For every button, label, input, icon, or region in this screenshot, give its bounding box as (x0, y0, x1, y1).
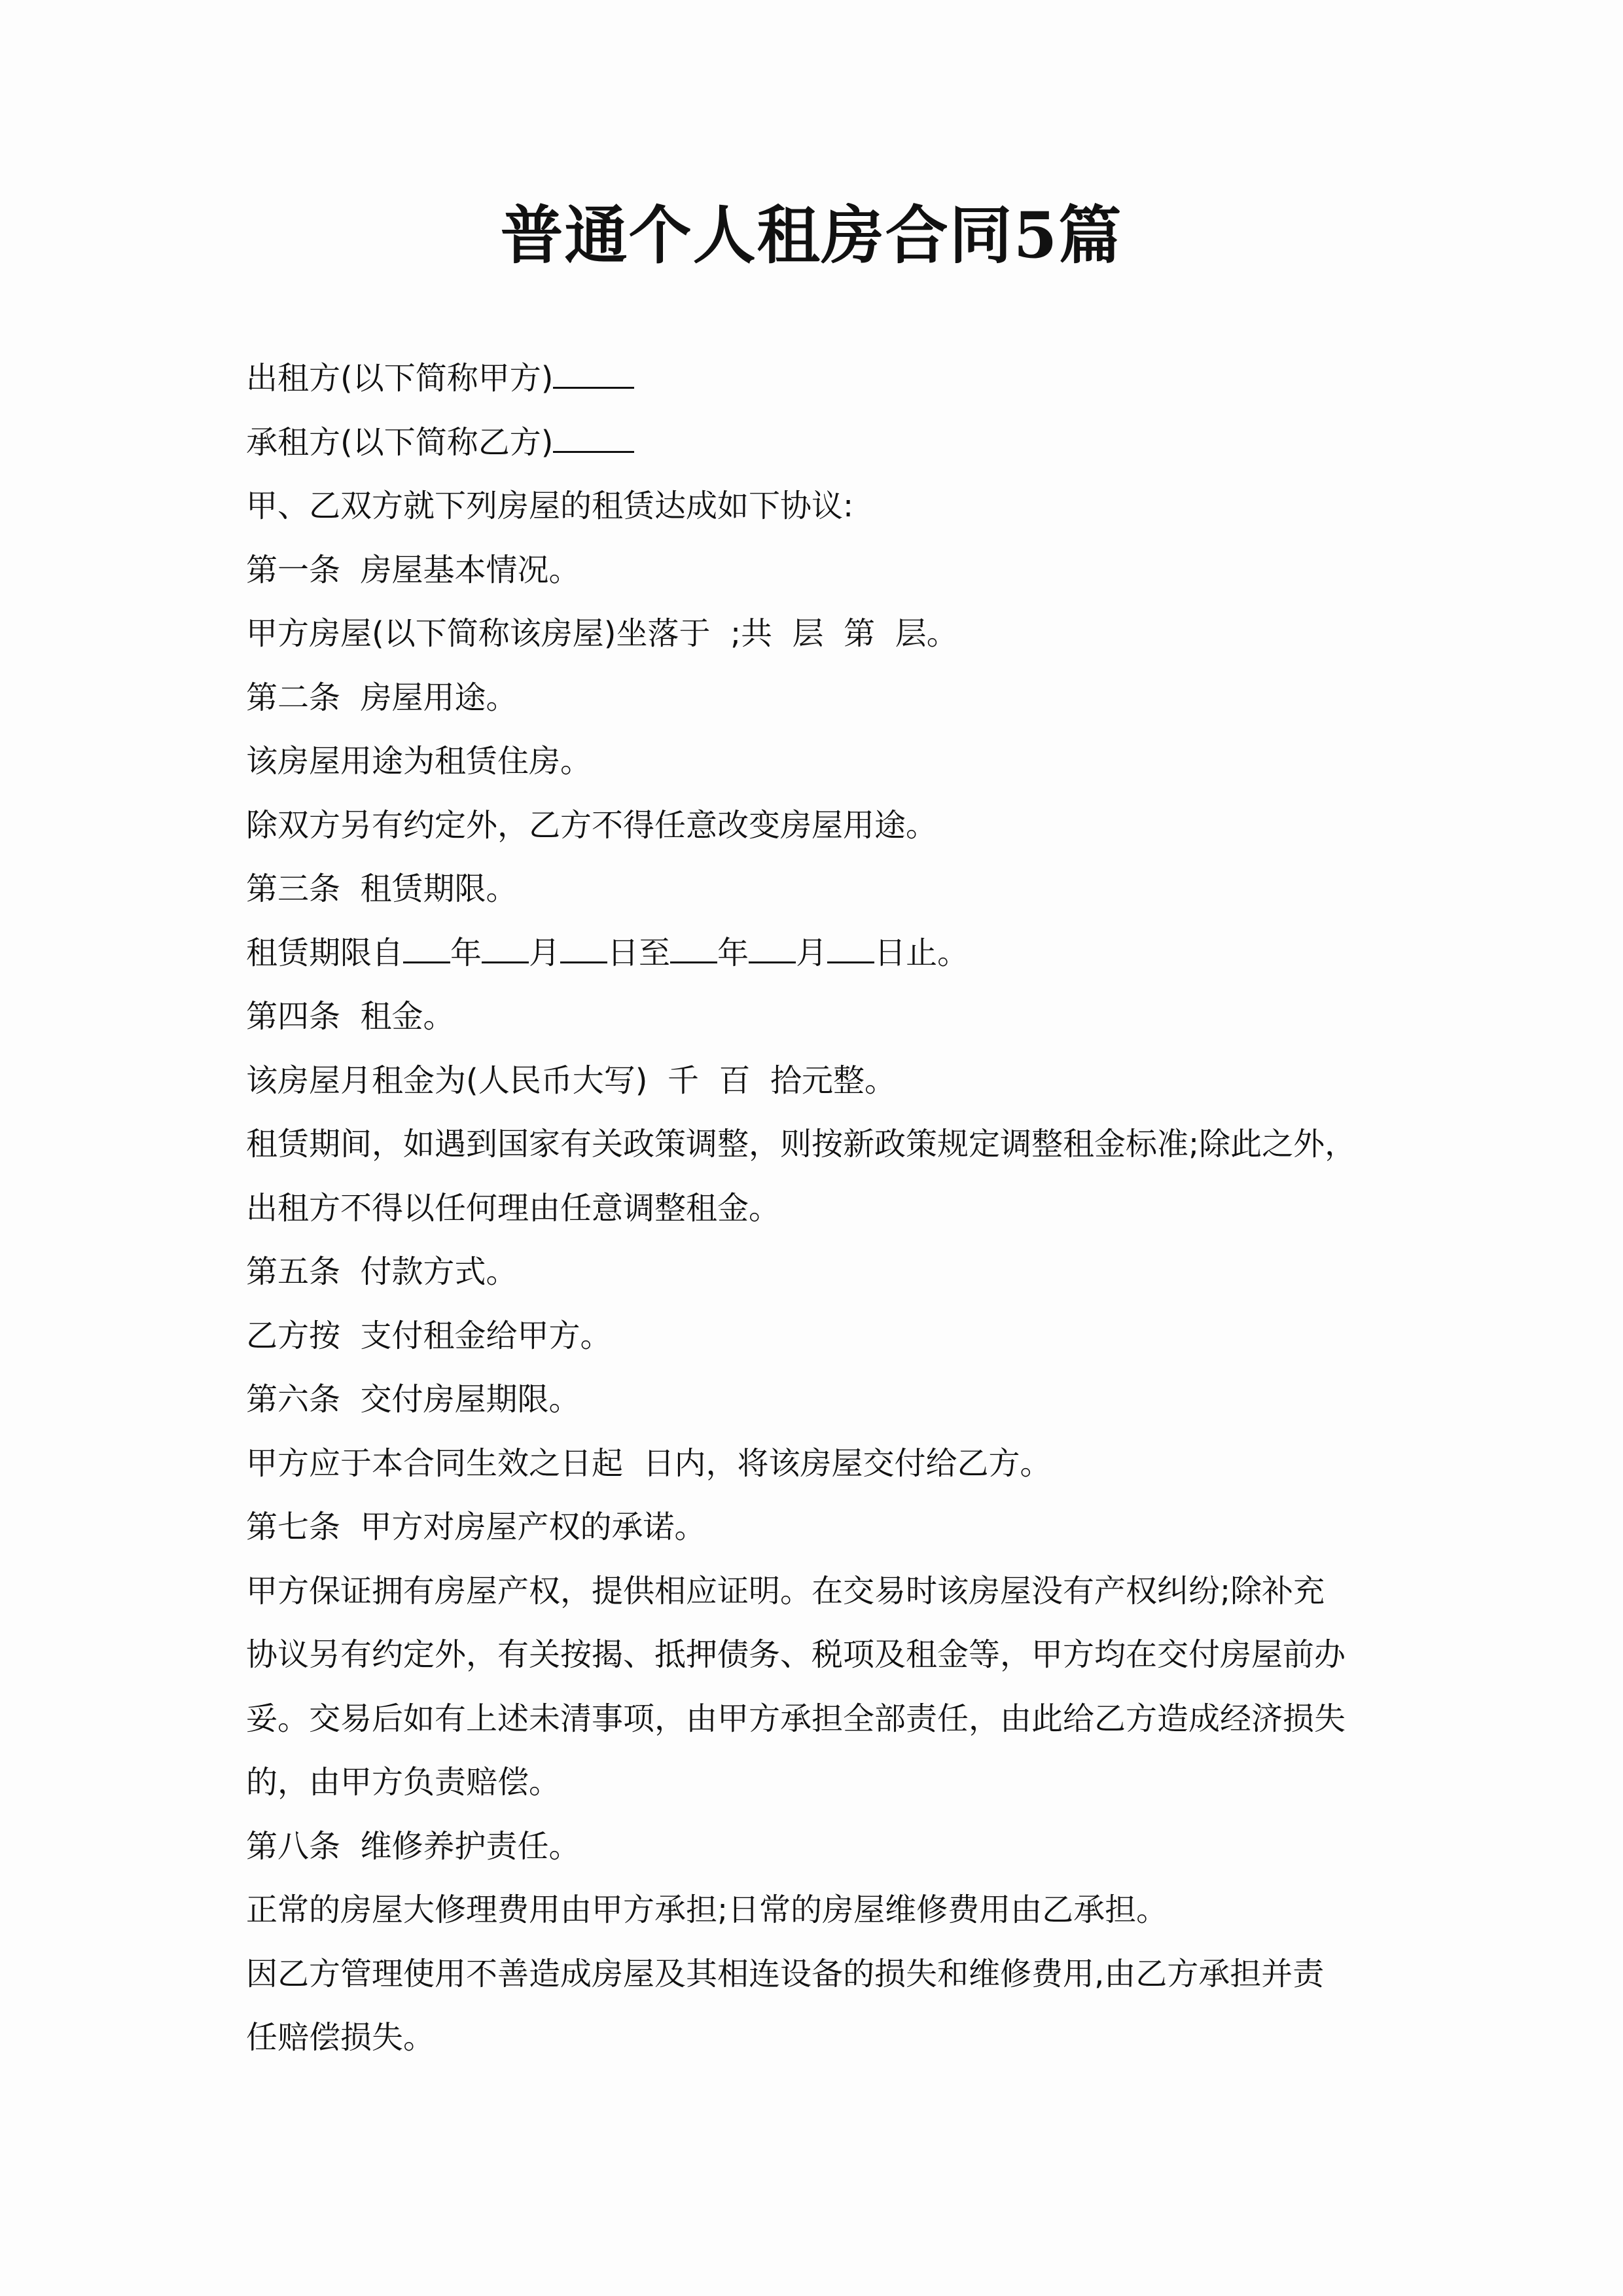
article-7-text-2: 协议另有约定外，有关按揭、抵押债务、税项及租金等，甲方均在交付房屋前办 (246, 1636, 1346, 1673)
start-month-blank (482, 935, 529, 963)
article-8-heading: 第八条 维修养护责任。 (246, 1827, 580, 1865)
article-1-text: 甲方房屋(以下简称该房屋)坐落于 ;共 层 第 层。 (246, 615, 958, 652)
article-2-text-1: 该房屋用途为租赁住房。 (246, 743, 592, 780)
article-7-text-1: 甲方保证拥有房屋产权，提供相应证明。在交易时该房屋没有产权纠纷;除补充 (246, 1572, 1325, 1609)
article-7-text-4: 的，由甲方负责赔偿。 (246, 1764, 561, 1801)
article-8-text-3: 任赔偿损失。 (246, 2019, 435, 2056)
article-5-heading: 第五条 付款方式。 (246, 1253, 518, 1290)
article-8-text-1: 正常的房屋大修理费用由甲方承担;日常的房屋维修费用由乙承担。 (246, 1892, 1168, 1928)
agreement-intro: 甲、乙双方就下列房屋的租赁达成如下协议: (246, 488, 854, 524)
article-7-heading: 第七条 甲方对房屋产权的承诺。 (246, 1509, 706, 1545)
lessor-line (246, 347, 1411, 411)
article-4-text-3: 出租方不得以任何理由任意调整租金。 (246, 1189, 781, 1227)
lessee-line (246, 411, 1411, 475)
article-5-text: 乙方按 支付租金给甲方。 (246, 1317, 612, 1354)
day-end-label: 日止。 (874, 934, 969, 971)
article-8-text-2: 因乙方管理使用不善造成房屋及其相连设备的损失和维修费用,由乙方承担并责 (246, 1955, 1325, 1992)
start-day-blank (560, 935, 607, 963)
article-6-text: 甲方应于本合同生效之日起 日内，将该房屋交付给乙方。 (246, 1444, 1052, 1482)
year-label: 年 (717, 934, 749, 971)
year-label: 年 (450, 934, 482, 971)
lease-term-from-label: 租赁期限自 (246, 934, 404, 971)
article-2-heading: 第二条 房屋用途。 (246, 679, 518, 716)
end-day-blank (827, 935, 874, 963)
lessee-label: 承租方(以下简称乙方) (246, 423, 554, 461)
article-2-text-2: 除双方另有约定外，乙方不得任意改变房屋用途。 (246, 806, 938, 844)
lessor-blank (553, 361, 634, 389)
end-year-blank (670, 935, 717, 963)
document-title: 普通个人租房合同5篇 (500, 198, 1123, 272)
month-label: 月 (529, 934, 561, 971)
article-1-heading: 第一条 房屋基本情况。 (246, 551, 580, 588)
start-year-blank (403, 935, 450, 963)
lessee-blank (553, 425, 634, 453)
article-7-text-3: 妥。交易后如有上述未清事项，由甲方承担全部责任，由此给乙方造成经济损失 (246, 1700, 1346, 1737)
month-label: 月 (796, 934, 828, 971)
lease-term-line (246, 922, 1411, 986)
article-4-text-1: 该房屋月租金为(人民币大写) 千 百 拾元整。 (246, 1062, 897, 1099)
end-month-blank (749, 935, 796, 963)
article-4-heading: 第四条 租金。 (246, 998, 455, 1035)
article-4-text-2: 租赁期间，如遇到国家有关政策调整，则按新政策规定调整租金标准;除此之外， (246, 1126, 1357, 1162)
lessor-label: 出租方(以下简称甲方) (246, 360, 554, 397)
day-to-label: 日至 (607, 934, 671, 971)
article-3-heading: 第三条 租赁期限。 (246, 870, 518, 907)
contract-body (246, 347, 1411, 2070)
article-6-heading: 第六条 交付房屋期限。 (246, 1381, 580, 1418)
